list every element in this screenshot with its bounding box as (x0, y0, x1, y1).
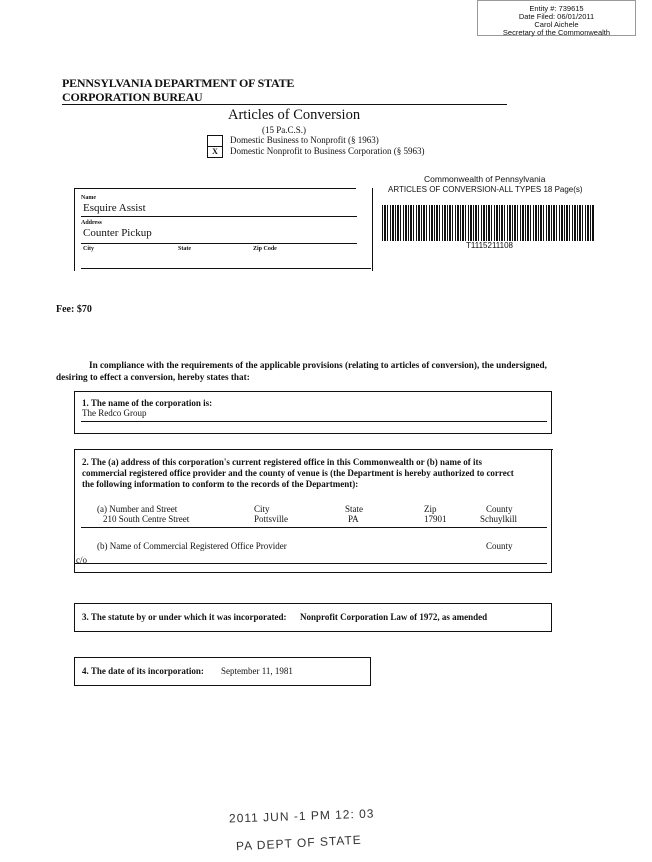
corporation-name[interactable]: The Redco Group (82, 408, 147, 418)
provider-county-label: County (486, 541, 513, 551)
section-1-box (74, 391, 552, 434)
section-2-box (74, 449, 552, 573)
compliance-statement: In compliance with the requirements of the applicable provisions (relating to articles of conversion), the undersigned, desiring to effect a conversion, hereby states that: (56, 360, 547, 382)
incorporation-date[interactable]: September 11, 1981 (221, 666, 293, 676)
name-label: Name (81, 195, 96, 201)
option-label: Domestic Nonprofit to Business Corporation (§ 5963) (230, 146, 425, 157)
section-3-box (74, 603, 552, 632)
section-1-label: 1. The name of the corporation is: (82, 398, 213, 408)
state-value[interactable]: PA (348, 514, 359, 524)
section-3-label: 3. The statute by or under which it was incorporated: (82, 612, 287, 622)
barcode-number: T1115211108 (466, 241, 514, 250)
form-title: Articles of Conversion (228, 107, 361, 123)
header-divider (62, 104, 507, 105)
city-label: City (83, 246, 94, 252)
date-filed: Date Filed: 06/01/2011 (518, 12, 595, 21)
option-label: Domestic Business to Nonprofit (§ 1963) (230, 135, 379, 146)
city-header: City (254, 504, 270, 514)
zip-header: Zip (424, 504, 437, 514)
option-nonprofit-to-business[interactable] (207, 146, 424, 158)
section-2-label: 2. The (a) address of this corporation's current registered office in this Commonwealth or (b) name of its commercial registered office provider and the county of venue is (the Department is hereby authorized to correct the following information to conform to the records of the Department): (82, 457, 514, 489)
filing-stamp (477, 0, 636, 36)
department-name: PENNSYLVANIA DEPARTMENT OF STATE (62, 76, 295, 90)
commonwealth-label: Commonwealth of Pennsylvania (424, 174, 546, 184)
section-4-label: 4. The date of its incorporation: (82, 666, 204, 676)
zip-label: Zip Code (253, 246, 277, 252)
incorporation-statute[interactable]: Nonprofit Corporation Law of 1972, as amended (300, 612, 488, 622)
section-4-box (74, 657, 371, 686)
return-address-box (74, 188, 373, 271)
department-header (62, 76, 294, 104)
entity-number: Entity #: 739615 (529, 4, 584, 13)
secretary-name: Carol Aichele (534, 20, 579, 29)
received-timestamp: 2011 JUN -1 PM 12: 03 (228, 806, 375, 826)
address-label: Address (81, 220, 102, 226)
provider-label: (b) Name of Commercial Registered Office Provider (97, 541, 287, 551)
checkbox-nonprofit-to-business[interactable]: X (207, 146, 223, 158)
bureau-name: CORPORATION BUREAU (62, 90, 203, 104)
county-header: County (486, 504, 513, 514)
document-type: ARTICLES OF CONVERSION-ALL TYPES 18 Page(s) (388, 185, 583, 194)
name-value[interactable]: Esquire Assist (83, 202, 146, 214)
state-header: State (345, 504, 363, 514)
received-department: PA DEPT OF STATE (235, 832, 363, 854)
zip-value[interactable]: 17901 (424, 514, 447, 524)
street-value[interactable]: 210 South Centre Street (103, 514, 190, 524)
fee: Fee: $70 (56, 304, 92, 315)
state-label: State (178, 246, 191, 252)
street-header: (a) Number and Street (97, 504, 178, 514)
care-of[interactable]: c/o (76, 555, 87, 565)
barcode (382, 205, 595, 241)
form-statute: (15 Pa.C.S.) (262, 125, 307, 135)
city-value[interactable]: Pottsville (254, 514, 289, 524)
address-value[interactable]: Counter Pickup (83, 227, 152, 239)
secretary-title: Secretary of the Commonwealth (502, 28, 611, 37)
county-value[interactable]: Schuylkill (480, 514, 518, 524)
